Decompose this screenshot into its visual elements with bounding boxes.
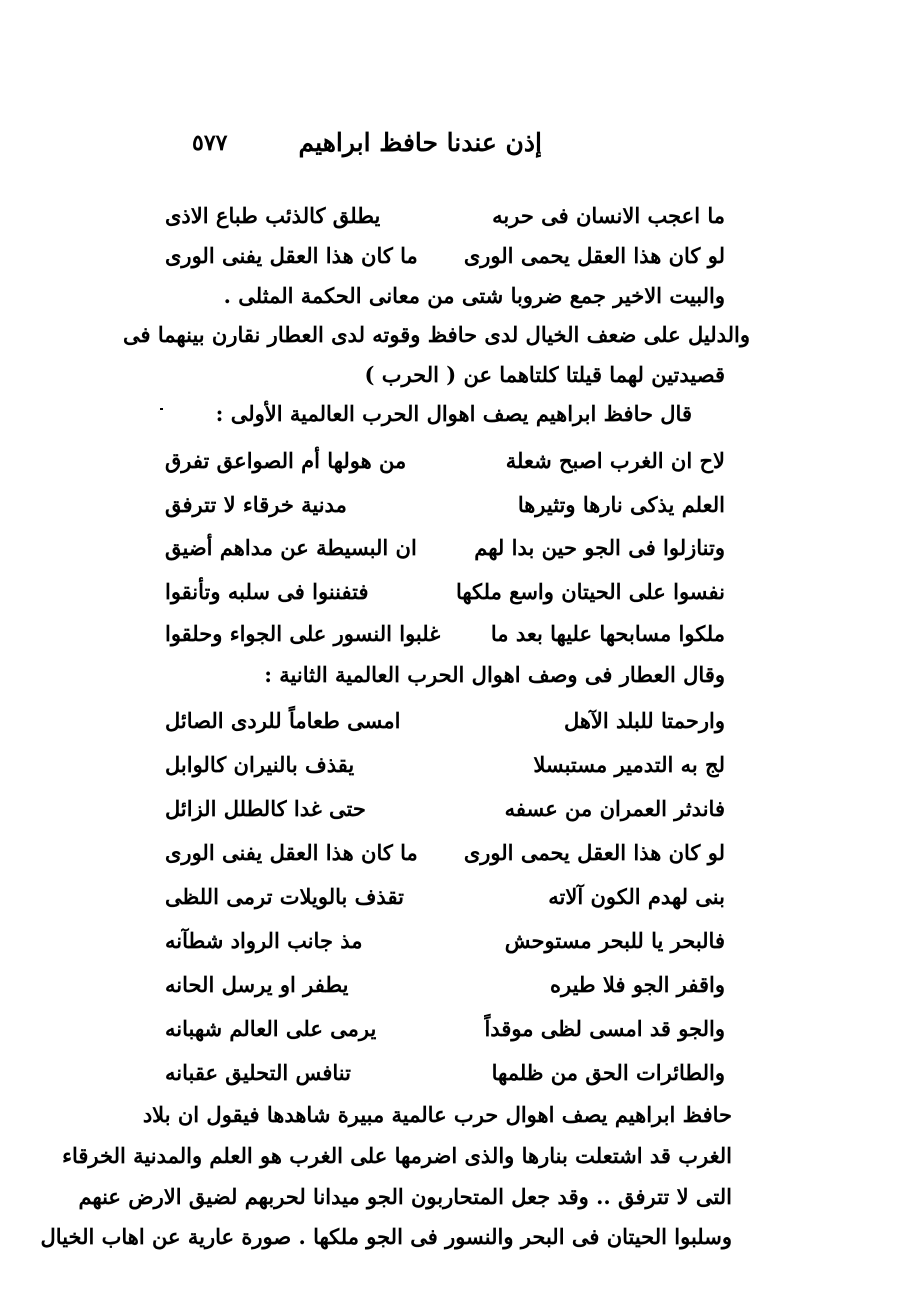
poem-verse [165, 840, 725, 874]
paragraph-line: والدليل على ضعف الخيال لدى حافظ وقوته لدى العطار نقارن بينهما فى [123, 322, 750, 347]
poem-verse [165, 972, 725, 1006]
poem-verse [165, 535, 725, 569]
verse-hemistich-first: فاندثر العمران من عسفه [504, 796, 725, 821]
verse-hemistich-first: بنى لهدم الكون آلاته [548, 884, 725, 909]
verse-hemistich-first: واقفر الجو فلا طيره [549, 972, 725, 997]
running-title: إذن عندنا حافظ ابراهيم [298, 128, 542, 157]
print-speck [160, 408, 163, 410]
verse-hemistich-first: ملكوا مسابحها عليها بعد ما [490, 621, 725, 646]
intro-verse [165, 203, 725, 237]
poem-verse [165, 579, 725, 613]
verse-hemistich-second: مدنية خرقاء لا تترفق [165, 492, 347, 517]
poem-verse [165, 621, 725, 655]
page-number: ٥٧٧ [192, 130, 228, 156]
verse-hemistich-second: يطلق كالذئب طباع الاذى [165, 203, 381, 228]
poem-verse [165, 1016, 725, 1050]
verse-hemistich-second: تقذف بالويلات ترمى اللظى [165, 884, 404, 909]
verse-hemistich-first: فالبحر يا للبحر مستوحش [504, 928, 725, 953]
paragraph-line: حافظ ابراهيم يصف اهوال حرب عالمية مبيرة شاهدها فيقول ان بلاد [142, 1102, 732, 1127]
verse-hemistich-second: غلبوا النسور على الجواء وحلقوا [165, 621, 441, 646]
paragraph-line: التى لا تترفق .. وقد جعل المتحاربون الجو ميدانا لحربهم لضيق الارض عنهم [78, 1184, 732, 1209]
verse-hemistich-first: العلم يذكى نارها وتثيرها [517, 492, 725, 517]
poem-verse [165, 1060, 725, 1094]
verse-hemistich-first: لو كان هذا العقل يحمى الورى [463, 243, 725, 268]
verse-hemistich-second: مذ جانب الرواد شطآنه [165, 928, 363, 953]
verse-hemistich-first: لج به التدمير مستبسلا [533, 752, 725, 777]
poem-verse [165, 448, 725, 482]
verse-hemistich-second: ما كان هذا العقل يفنى الورى [165, 840, 418, 865]
verse-hemistich-second: امسى طعاماً للردى الصائل [165, 708, 401, 733]
poem-verse [165, 796, 725, 830]
paragraph-line: الغرب قد اشتعلت بنارها والذى اضرمها على الغرب هو العلم والمدنية الخرقاء [62, 1143, 732, 1168]
verse-hemistich-second: يقذف بالنيران كالوابل [165, 752, 355, 777]
verse-hemistich-second: فتفننوا فى سلبه وتأنقوا [165, 579, 369, 604]
section-heading-hafez: قال حافظ ابراهيم يصف اهوال الحرب العالمية الأولى : [215, 401, 692, 426]
poem-verse [165, 752, 725, 786]
poem-verse [165, 884, 725, 918]
paragraph-line: والبيت الاخير جمع ضروبا شتى من معانى الحكمة المثلى . [223, 283, 725, 308]
verse-hemistich-second: ان البسيطة عن مداهم أضيق [165, 535, 417, 560]
verse-hemistich-second: حتى غدا كالطلل الزائل [165, 796, 366, 821]
verse-hemistich-second: من هولها أم الصواعق تفرق [165, 448, 407, 473]
poem-verse [165, 928, 725, 962]
paragraph-line: قصيدتين لهما قيلتا كلتاهما عن ( الحرب ) [364, 362, 725, 387]
verse-hemistich-second: تنافس التحليق عقبانه [165, 1060, 351, 1085]
verse-hemistich-first: لو كان هذا العقل يحمى الورى [463, 840, 725, 865]
intro-verse [165, 243, 725, 277]
verse-hemistich-first: والجو قد امسى لظى موقداً [484, 1016, 725, 1041]
verse-hemistich-first: لاح ان الغرب اصبح شعلة [505, 448, 725, 473]
verse-hemistich-first: وتنازلوا فى الجو حين بدا لهم [474, 535, 725, 560]
verse-hemistich-second: ما كان هذا العقل يفنى الورى [165, 243, 418, 268]
verse-hemistich-first: والطائرات الحق من ظلمها [491, 1060, 725, 1085]
verse-hemistich-first: ما اعجب الانسان فى حربه [492, 203, 725, 228]
poem-verse [165, 708, 725, 742]
verse-hemistich-first: نفسوا على الحيتان واسع ملكها [455, 579, 725, 604]
section-heading-attar: وقال العطار فى وصف اهوال الحرب العالمية الثانية : [264, 662, 725, 687]
verse-hemistich-second: يطفر او يرسل الحانه [165, 972, 349, 997]
page-header [192, 128, 542, 168]
verse-hemistich-first: وارحمتا للبلد الآهل [563, 708, 725, 733]
verse-hemistich-second: يرمى على العالم شهبانه [165, 1016, 377, 1041]
paragraph-line: وسلبوا الحيتان فى البحر والنسور فى الجو ملكها . صورة عارية عن اهاب الخيال [40, 1224, 732, 1249]
poem-verse [165, 492, 725, 526]
